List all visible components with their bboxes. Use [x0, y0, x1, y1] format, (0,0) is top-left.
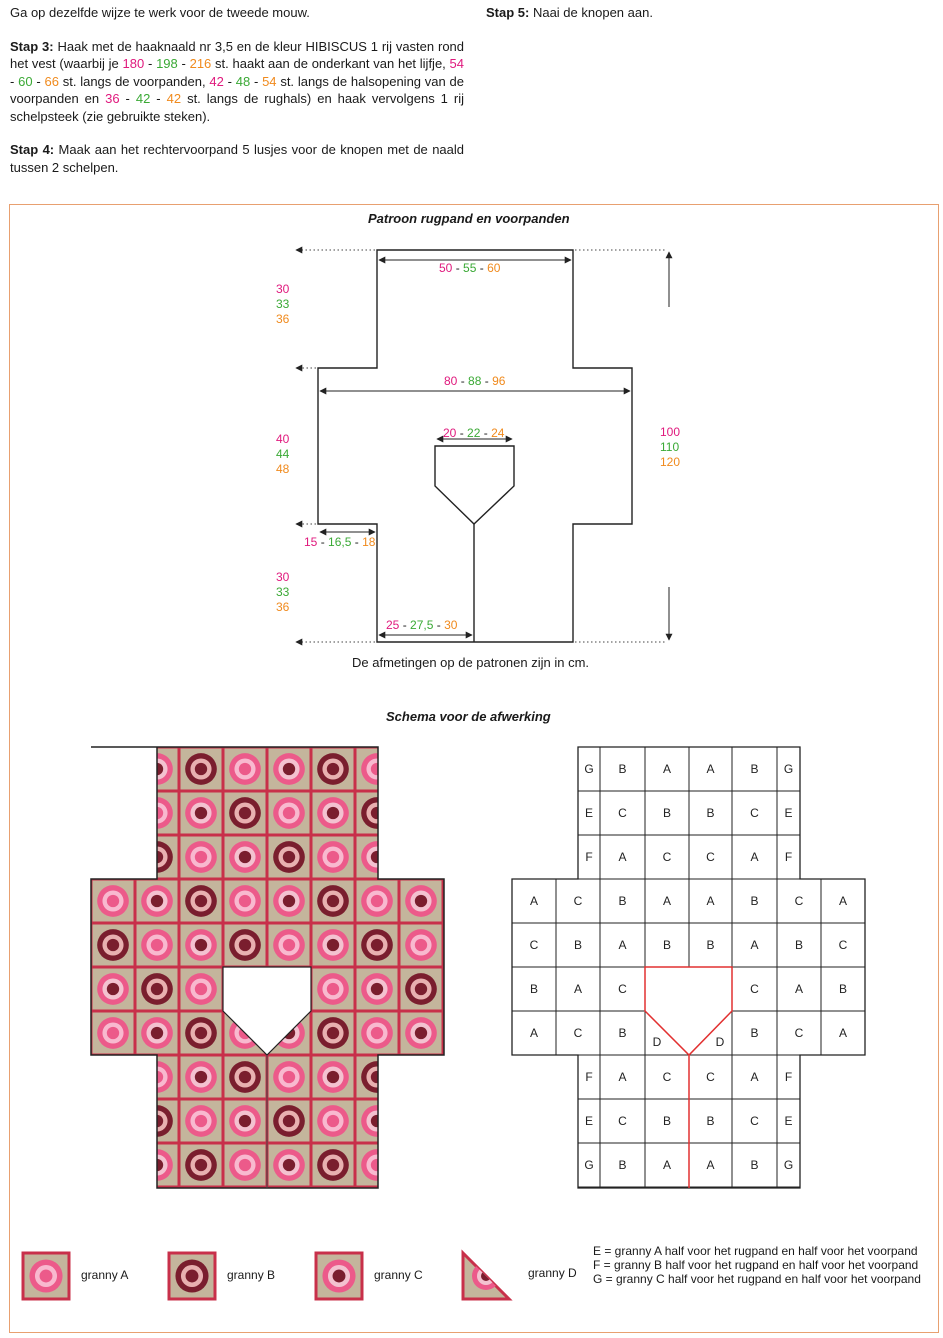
dim-value: 33: [276, 297, 290, 311]
dim-dash: -: [480, 426, 492, 440]
step3-n5: 60: [18, 73, 33, 89]
dim-value: 33: [276, 585, 290, 599]
legend-label-d: granny D: [528, 1266, 577, 1280]
schema-title: Schema voor de afwerking: [386, 709, 551, 724]
schema-letter: B: [618, 1026, 627, 1040]
dim-dash: -: [476, 261, 488, 275]
dim-left-mid: [276, 432, 289, 477]
granny-tile: [91, 1055, 135, 1099]
step3-n10: 36: [105, 91, 120, 106]
schema-letter: F: [585, 1070, 593, 1084]
dim-value: 48: [276, 462, 290, 476]
dim-value: 120: [660, 455, 681, 469]
granny-tile: [399, 1143, 443, 1187]
schema-letter: D: [715, 1035, 725, 1049]
legend-label-a: granny A: [81, 1268, 129, 1282]
step3-n2: 198: [156, 56, 178, 71]
granny-d-swatch: [463, 1253, 509, 1299]
schema-letter: A: [662, 762, 672, 776]
schema-letter: C: [529, 938, 539, 952]
dim-bottom-half: [386, 618, 457, 632]
step3-n8: 48: [235, 73, 251, 89]
schema-letter: A: [706, 1158, 715, 1172]
schema-letter: A: [750, 938, 759, 952]
legend-notes: [593, 1244, 921, 1286]
schema-letter: B: [750, 1158, 759, 1172]
schema-letter: B: [706, 806, 715, 820]
legend-label-c: granny C: [374, 1268, 423, 1282]
schema-letter: B: [662, 938, 672, 952]
dash: -: [250, 73, 263, 89]
schema-letter: B: [794, 938, 804, 952]
step3-label: Stap 3:: [10, 38, 54, 54]
step3-n3: 216: [189, 56, 212, 71]
dim-value: 80: [444, 374, 458, 388]
schema-letter: D: [652, 1035, 662, 1049]
schema-letter: E: [784, 806, 793, 820]
dash: -: [119, 91, 136, 106]
schema-letter: E: [584, 1114, 594, 1128]
schema-letter: A: [529, 1026, 539, 1040]
dim-value: 40: [276, 432, 290, 446]
dim-dash: -: [481, 374, 493, 388]
schema-letter: A: [750, 850, 759, 864]
step3-text-e: st. langs de rughals) en haak vervolgens 1 rij schelpsteek (zie gebruikte steken).: [10, 91, 464, 124]
schema-letter: E: [784, 1114, 793, 1128]
schema-letter: C: [794, 894, 804, 908]
dim-value: 16,5: [328, 535, 352, 549]
schema-letter: C: [750, 982, 759, 996]
dim-value: 25: [386, 618, 400, 632]
dim-dash: -: [399, 618, 411, 632]
schema-letter: G: [783, 762, 794, 776]
step3-text-a: Haak met de haaknaald nr 3,5 en de kleur HIBISCUS 1 rij vasten rond het vest (waarbij je: [10, 38, 465, 71]
schema-letter: B: [573, 938, 583, 952]
dim-value: 88: [468, 374, 482, 388]
dash: -: [150, 91, 167, 106]
schema-letter: C: [750, 1114, 759, 1128]
dim-value: 30: [276, 570, 290, 584]
dash: -: [144, 56, 157, 71]
schema-letter: A: [706, 762, 715, 776]
dim-value: 18: [362, 535, 376, 549]
legend-label-b: granny B: [227, 1268, 276, 1282]
intro-paragraph: Ga op dezelfde wijze te werk voor de tweede mouw.: [10, 5, 310, 20]
schema-letter: B: [750, 1026, 759, 1040]
granny-tile: [91, 1099, 135, 1143]
schema-letter: C: [706, 850, 715, 864]
granny-tile: [399, 1055, 443, 1099]
schema-letter: C: [838, 938, 848, 952]
step3-n1: 180: [122, 56, 145, 71]
step3-n7: 42: [209, 73, 224, 89]
legend-g: G = granny C half voor het rugpand en half voor het voorpand: [593, 1272, 921, 1286]
schema-letter: C: [706, 1070, 715, 1084]
schema-letter: E: [584, 806, 594, 820]
schema-letter: B: [750, 894, 759, 908]
legend-f: F = granny B half voor het rugpand en half voor het voorpand: [593, 1258, 919, 1272]
dim-dash: -: [452, 261, 464, 275]
schema-letter: C: [618, 806, 627, 820]
granny-tile: [399, 835, 443, 879]
dim-value: 110: [660, 440, 680, 454]
schema-letter: C: [573, 1026, 583, 1040]
schema-letter: C: [662, 1070, 672, 1084]
schema-letter: A: [794, 982, 804, 996]
schema-letter: C: [750, 806, 759, 820]
schema-letter: G: [584, 762, 594, 776]
dash: -: [223, 73, 236, 89]
schema-letter: A: [662, 1158, 672, 1172]
legend-e: E = granny A half voor het rugpand en half voor het voorpand: [593, 1244, 918, 1258]
units-note: De afmetingen op de patronen zijn in cm.: [352, 655, 590, 670]
schema-letter: A: [618, 938, 627, 952]
granny-tile: [399, 1099, 443, 1143]
dim-value: 50: [439, 261, 453, 275]
schema-letter: B: [529, 982, 539, 996]
schema-letter: B: [662, 1114, 672, 1128]
schema-letter: C: [794, 1026, 804, 1040]
dim-dash: -: [433, 618, 445, 632]
dim-top-width: [439, 261, 500, 275]
schema-letter: A: [838, 1026, 848, 1040]
dim-left-top: [276, 282, 289, 327]
schema-letter: B: [662, 806, 672, 820]
schema-letter: B: [750, 762, 759, 776]
schema-letter: B: [618, 894, 627, 908]
schema-letter: A: [750, 1070, 759, 1084]
schema-letter: C: [662, 850, 672, 864]
schema-letter: B: [706, 1114, 715, 1128]
granny-tile: [399, 791, 443, 835]
dim-value: 36: [276, 600, 290, 614]
step3-n6: 66: [44, 73, 59, 89]
granny-tile: [91, 791, 135, 835]
step4-label: Stap 4:: [10, 142, 55, 157]
dim-value: 24: [491, 426, 505, 440]
schema-letter: B: [706, 938, 715, 952]
schema-letter: C: [618, 1114, 627, 1128]
dim-dash: -: [317, 535, 329, 549]
schema-letter: A: [706, 894, 715, 908]
dim-value: 30: [444, 618, 458, 632]
dim-value: 15: [304, 535, 318, 549]
schema-letter: B: [838, 982, 848, 996]
schema-letter: C: [618, 982, 627, 996]
dash: -: [10, 73, 19, 89]
schema-letter: A: [618, 850, 627, 864]
dim-value: 96: [492, 374, 506, 388]
schema-letter: B: [618, 1158, 627, 1172]
schema-letter: F: [784, 850, 793, 864]
dim-value: 36: [276, 312, 290, 326]
step5-label: Stap 5:: [486, 5, 530, 20]
step3-n11: 42: [135, 91, 151, 106]
granny-tile: [399, 747, 443, 791]
pattern-outline: [318, 250, 632, 642]
schema-letter: F: [784, 1070, 793, 1084]
schema-letter: A: [838, 894, 848, 908]
schema-letter: A: [529, 894, 539, 908]
dash: -: [177, 56, 190, 71]
schema-letter: F: [585, 850, 593, 864]
schema-letter: C: [573, 894, 583, 908]
dim-value: 30: [276, 282, 290, 296]
schema-letter: A: [573, 982, 583, 996]
step3-text-c: st. langs de voorpanden,: [58, 73, 210, 89]
dim-neck-width: [443, 426, 504, 440]
granny-tile: [91, 1143, 135, 1187]
dim-value: 22: [467, 426, 481, 440]
step3-n9: 54: [262, 73, 277, 89]
dim-left-bot: [276, 570, 289, 615]
dim-right-total: [660, 425, 680, 470]
step3-n4: 54: [449, 56, 464, 71]
dash: -: [32, 73, 45, 89]
pattern-title: Patroon rugpand en voorpanden: [368, 211, 570, 226]
dim-dash: -: [457, 374, 469, 388]
granny-tile: [91, 747, 135, 791]
step4-text: Maak aan het rechtervoorpand 5 lusjes voor de knopen met de naald tussen 2 schelpen.: [10, 142, 464, 175]
dim-chest-width: [444, 374, 505, 388]
dim-value: 44: [276, 447, 290, 461]
dim-value: 20: [443, 426, 457, 440]
granny-tile: [91, 835, 135, 879]
step3-text-b: st. haakt aan de onderkant van het lijfje,: [211, 56, 450, 71]
dim-value: 60: [487, 261, 501, 275]
dim-dash: -: [456, 426, 468, 440]
schema-letter: A: [618, 1070, 627, 1084]
schema-letter: G: [584, 1158, 594, 1172]
step3-text-d: st. langs de halsopening van de voorpanden en: [10, 73, 464, 106]
step5-text: Naai de knopen aan.: [529, 5, 653, 20]
dim-value: 55: [463, 261, 477, 275]
dim-dash: -: [351, 535, 363, 549]
step3-n12: 42: [166, 91, 182, 106]
dim-value: 27,5: [410, 618, 434, 632]
schema-letter: A: [662, 894, 672, 908]
schema-letter: G: [783, 1158, 794, 1172]
schema-letter: B: [618, 762, 627, 776]
dim-cuff-width: [304, 535, 375, 549]
dim-value: 100: [660, 425, 681, 439]
